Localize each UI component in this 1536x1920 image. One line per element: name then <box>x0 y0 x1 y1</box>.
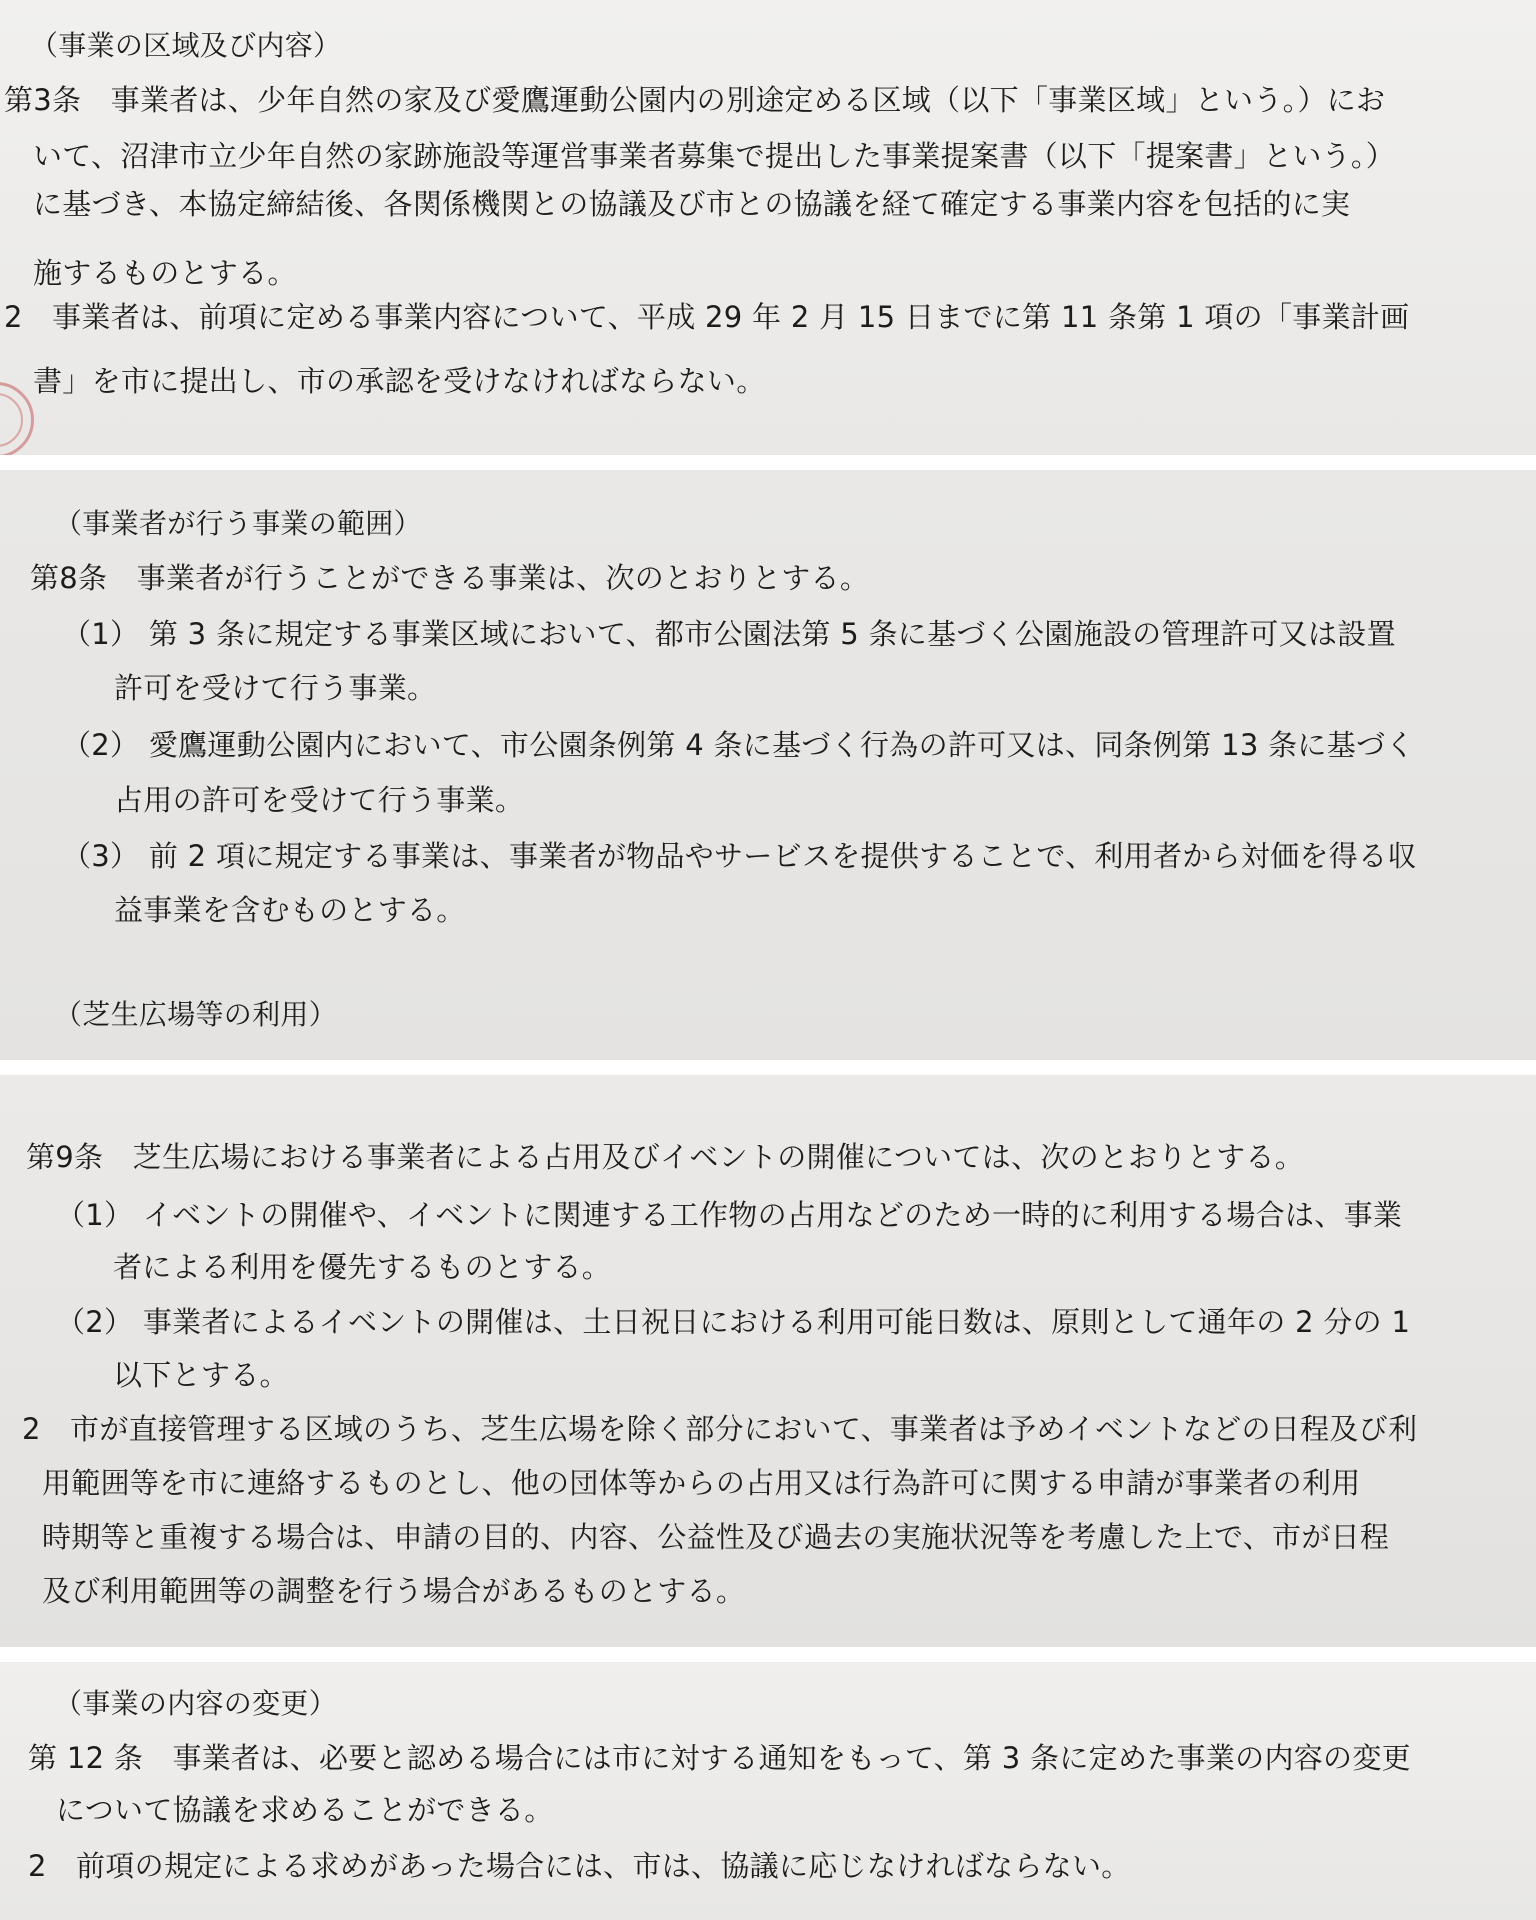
article-8-item-line: 益事業を含むものとする。 <box>114 893 466 927</box>
article-3-text-line: に基づき、本協定締結後、各関係機関との協議及び市との協議を経て確定する事業内容を包括的に実 <box>33 187 1351 221</box>
article-9-panel <box>0 1075 1536 1647</box>
article-9-text-line: 第9条 芝生広場における事業者による占用及びイベントの開催については、次のとおりとする。 <box>26 1140 1305 1174</box>
lawn-plaza-heading: （芝生広場等の利用） <box>54 998 338 1031</box>
article-9-paragraph-2-line: 及び利用範囲等の調整を行う場合があるものとする。 <box>42 1574 746 1608</box>
article-9-item-line: 者による利用を優先するものとする。 <box>113 1250 612 1284</box>
article-8-heading: （事業者が行う事業の範囲） <box>54 507 422 540</box>
article-12-text-line: について協議を求めることができる。 <box>56 1793 554 1827</box>
article-8-item-line: 占用の許可を受けて行う事業。 <box>114 783 525 817</box>
article-9-item-line: （2） 事業者によるイベントの開催は、土日祝日における利用可能日数は、原則として通年の 2 分の 1 <box>56 1305 1411 1339</box>
article-3-text-line: 第3条 事業者は、少年自然の家及び愛鷹運動公園内の別途定める区域（以下「事業区域」という。）にお <box>4 83 1386 117</box>
article-9-paragraph-2-line: 時期等と重複する場合は、申請の目的、内容、公益性及び過去の実施状況等を考慮した上で、市が日程 <box>42 1520 1390 1554</box>
article-8-item-line: （3） 前 2 項に規定する事業は、事業者が物品やサービスを提供することで、利用者から対価を得る収 <box>62 839 1417 873</box>
seal-stamp <box>0 382 34 455</box>
article-8-text-line: 第8条 事業者が行うことができる事業は、次のとおりとする。 <box>30 561 870 595</box>
article-8-item-line: 許可を受けて行う事業。 <box>114 671 437 705</box>
article-12-paragraph-2-line: 2 前項の規定による求めがあった場合には、市は、協議に応じなければならない。 <box>28 1849 1131 1883</box>
article-9-item-line: 以下とする。 <box>113 1358 289 1392</box>
article-12-text-line: 第 12 条 事業者は、必要と認める場合には市に対する通知をもって、第 3 条に定めた事業の内容の変更 <box>28 1741 1411 1775</box>
article-9-paragraph-2-line: 2 市が直接管理する区域のうち、芝生広場を除く部分において、事業者は予めイベントなどの日程及び利 <box>22 1412 1418 1446</box>
article-12-panel <box>0 1662 1536 1920</box>
article-3-text-line: いて、沼津市立少年自然の家跡施設等運営事業者募集で提出した事業提案書（以下「提案書」という。） <box>33 139 1396 173</box>
article-8-item-line: （1） 第 3 条に規定する事業区域において、都市公園法第 5 条に基づく公園施設の管理許可又は設置 <box>62 617 1396 651</box>
article-12-heading: （事業の内容の変更） <box>54 1687 338 1720</box>
article-8-item-line: （2） 愛鷹運動公園内において、市公園条例第 4 条に基づく行為の許可又は、同条例第 13 条に基づく <box>62 728 1415 762</box>
article-3-paragraph-2-line: 2 事業者は、前項に定める事業内容について、平成 29 年 2 月 15 日までに第 11 条第 1 項の「事業計画 <box>4 300 1410 334</box>
article-8-panel <box>0 470 1536 1060</box>
article-3-panel <box>0 0 1536 455</box>
article-3-text-line: 施するものとする。 <box>33 256 297 290</box>
article-9-item-line: （1） イベントの開催や、イベントに関連する工作物の占用などのため一時的に利用する場合は、事業 <box>56 1198 1403 1232</box>
article-3-paragraph-2-line: 書」を市に提出し、市の承認を受けなければならない。 <box>33 364 766 398</box>
article-9-paragraph-2-line: 用範囲等を市に連絡するものとし、他の団体等からの占用又は行為許可に関する申請が事業者の利用 <box>42 1466 1361 1500</box>
article-3-heading: （事業の区域及び内容） <box>30 29 342 62</box>
